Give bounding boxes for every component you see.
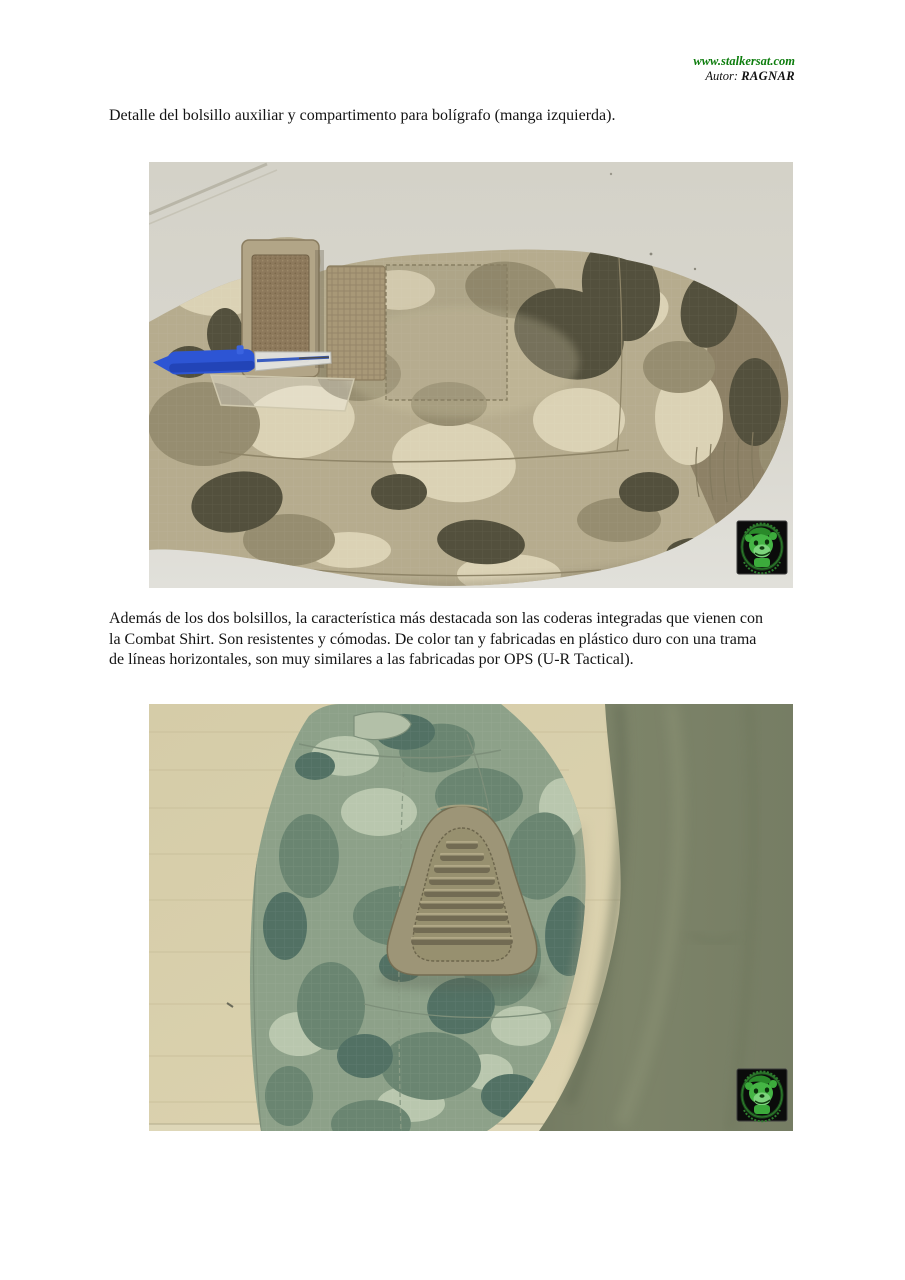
stalkersat-logo-badge [737,1069,787,1121]
author-name: RAGNAR [741,69,795,83]
author-label: Autor: [705,69,739,83]
photo1-clear-pocket-edge [211,375,354,411]
author-line [693,69,795,83]
photo2-elbow-pad [149,704,793,1131]
body-paragraph [109,609,809,671]
website-link[interactable]: www.stalkersat.com [693,54,795,68]
photo1-pen-pocket [149,162,793,588]
paragraph-line: la Combat Shirt. Son resistentes y cómodas. De color tan y fabricadas en plástico duro con una trama [109,630,757,648]
photo2-graphic [149,704,793,1131]
photo1-graphic [149,162,793,588]
paragraph-line: Además de los dos bolsillos, la característica más destacada son las coderas integradas que vienen con [109,610,763,627]
stalkersat-logo-badge [737,521,787,574]
paragraph-line: de líneas horizontales, son muy similares a las fabricadas por OPS (U-R Tactical). [109,651,634,668]
photo1-caption: Detalle del bolsillo auxiliar y compartimento para bolígrafo (manga izquierda). [109,107,616,124]
page-header [693,54,795,83]
photo1-velcro-strip [327,266,385,380]
